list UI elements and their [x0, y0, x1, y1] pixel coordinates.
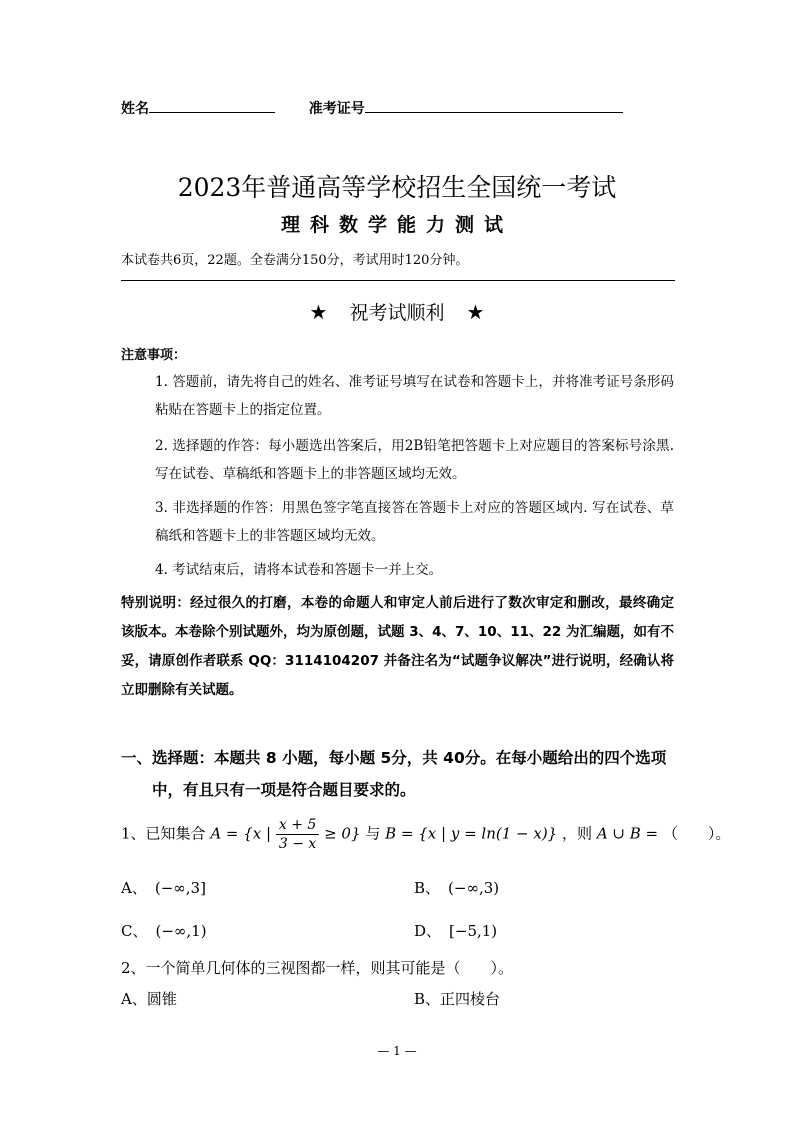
page-number: — 1 — [377, 1044, 417, 1058]
q1-setA-left: A = {x | [210, 824, 272, 843]
q1-option-d[interactable] [414, 920, 497, 941]
option-label: C、 [121, 922, 148, 940]
option-value: [−5,1) [449, 922, 498, 940]
candidate-info-line [121, 98, 623, 118]
question-1 [121, 816, 730, 853]
option-value: (−∞,1) [155, 922, 207, 940]
note-item [121, 368, 674, 424]
q1-setA-right: ≥ 0} [324, 824, 361, 843]
section-line-1: 一、选择题：本题共 8 小题，每小题 5分，共 40分。在每小题给出的四个选项 [121, 749, 667, 767]
question-2: 2、一个简单几何体的三视图都一样，则其可能是（ ）。 [121, 959, 514, 977]
option-label: B、 [414, 990, 441, 1008]
divider [121, 280, 675, 281]
good-luck-text: 祝考试顺利 [349, 302, 445, 324]
note-item [121, 494, 674, 550]
option-label: B、 [414, 879, 441, 897]
note-text: 4. 考试结束后，请将本试卷和答题卡一并上交。 [155, 562, 443, 578]
option-value: 正四棱台 [440, 990, 501, 1008]
note-item [121, 432, 674, 488]
q1-option-a[interactable] [121, 877, 206, 898]
exam-id-label: 准考证号 [308, 101, 365, 117]
star-icon: ★ [466, 300, 485, 324]
exam-title: 2023年普通高等学校招生全国统一考试 [177, 173, 617, 202]
note-text: 3. 非选择题的作答：用黑色签字笔直接答在答题卡上对应的答题区域内. 写在试卷、草稿纸和答题卡上的非答题区域均无效。 [155, 500, 674, 544]
note-item [121, 556, 674, 584]
name-label: 姓名 [121, 101, 149, 117]
q1-fraction [276, 816, 319, 853]
q1-mid: 与 [365, 824, 381, 843]
section-line-2: 中，有且只有一项是符合题目要求的。 [152, 781, 416, 799]
q1-option-c[interactable] [121, 920, 207, 941]
notes-heading: 注意事项： [121, 348, 187, 363]
option-label: A、 [121, 879, 147, 897]
q1-setB: B = {x | y = ln(1 − x)} [385, 824, 558, 843]
q1-paren: （ ）。 [662, 824, 731, 843]
option-label: D、 [414, 922, 442, 940]
option-value: (−∞,3) [448, 879, 500, 897]
q1-option-b[interactable] [414, 877, 499, 898]
q1-frac-num: x + 5 [276, 816, 319, 835]
note-text: 2. 选择题的作答：每小题选出答案后，用2B铅笔把答题卡上对应题目的答案标号涂黑.写在试卷、草稿纸和答题卡上的非答题区域均无效。 [155, 438, 674, 482]
option-value: (−∞,3] [154, 879, 206, 897]
good-luck-line [0, 298, 794, 325]
q2-option-a[interactable] [121, 988, 177, 1009]
q1-frac-den: 3 − x [278, 836, 317, 852]
note-text: 1. 答题前，请先将自己的姓名、准考证号填写在试卷和答题卡上，并将准考证号条形码粘贴在答题卡上的指定位置。 [155, 374, 674, 418]
name-blank[interactable] [149, 98, 275, 113]
exam-id-blank[interactable] [365, 98, 623, 113]
q2-option-b[interactable] [414, 988, 500, 1009]
exam-subtitle: 理科数学能力测试 [280, 214, 513, 236]
option-value: 圆锥 [146, 990, 177, 1008]
q1-suffix: ，则 [562, 824, 593, 843]
special-note: 特别说明：经过很久的打磨，本卷的命题人和审定人前后进行了数次审定和删改，最终确定该版本。本卷除个别试题外，均为原创题，试题 3、4、7、10、11、22 为汇编题，如有不妥，请原创作者联系 QQ：3114104207 并备注名为“试题争议解决”进行说明，经确认将立即删除有关试题。 [121, 595, 674, 698]
section-heading [121, 742, 681, 806]
star-icon: ★ [309, 300, 328, 324]
option-label: A、 [121, 990, 147, 1008]
q1-expr: A ∪ B = [596, 824, 659, 843]
exam-meta: 本试卷共6页，22题。全卷满分150分，考试用时120分钟。 [121, 253, 469, 268]
q1-prefix: 1、已知集合 [121, 824, 206, 843]
